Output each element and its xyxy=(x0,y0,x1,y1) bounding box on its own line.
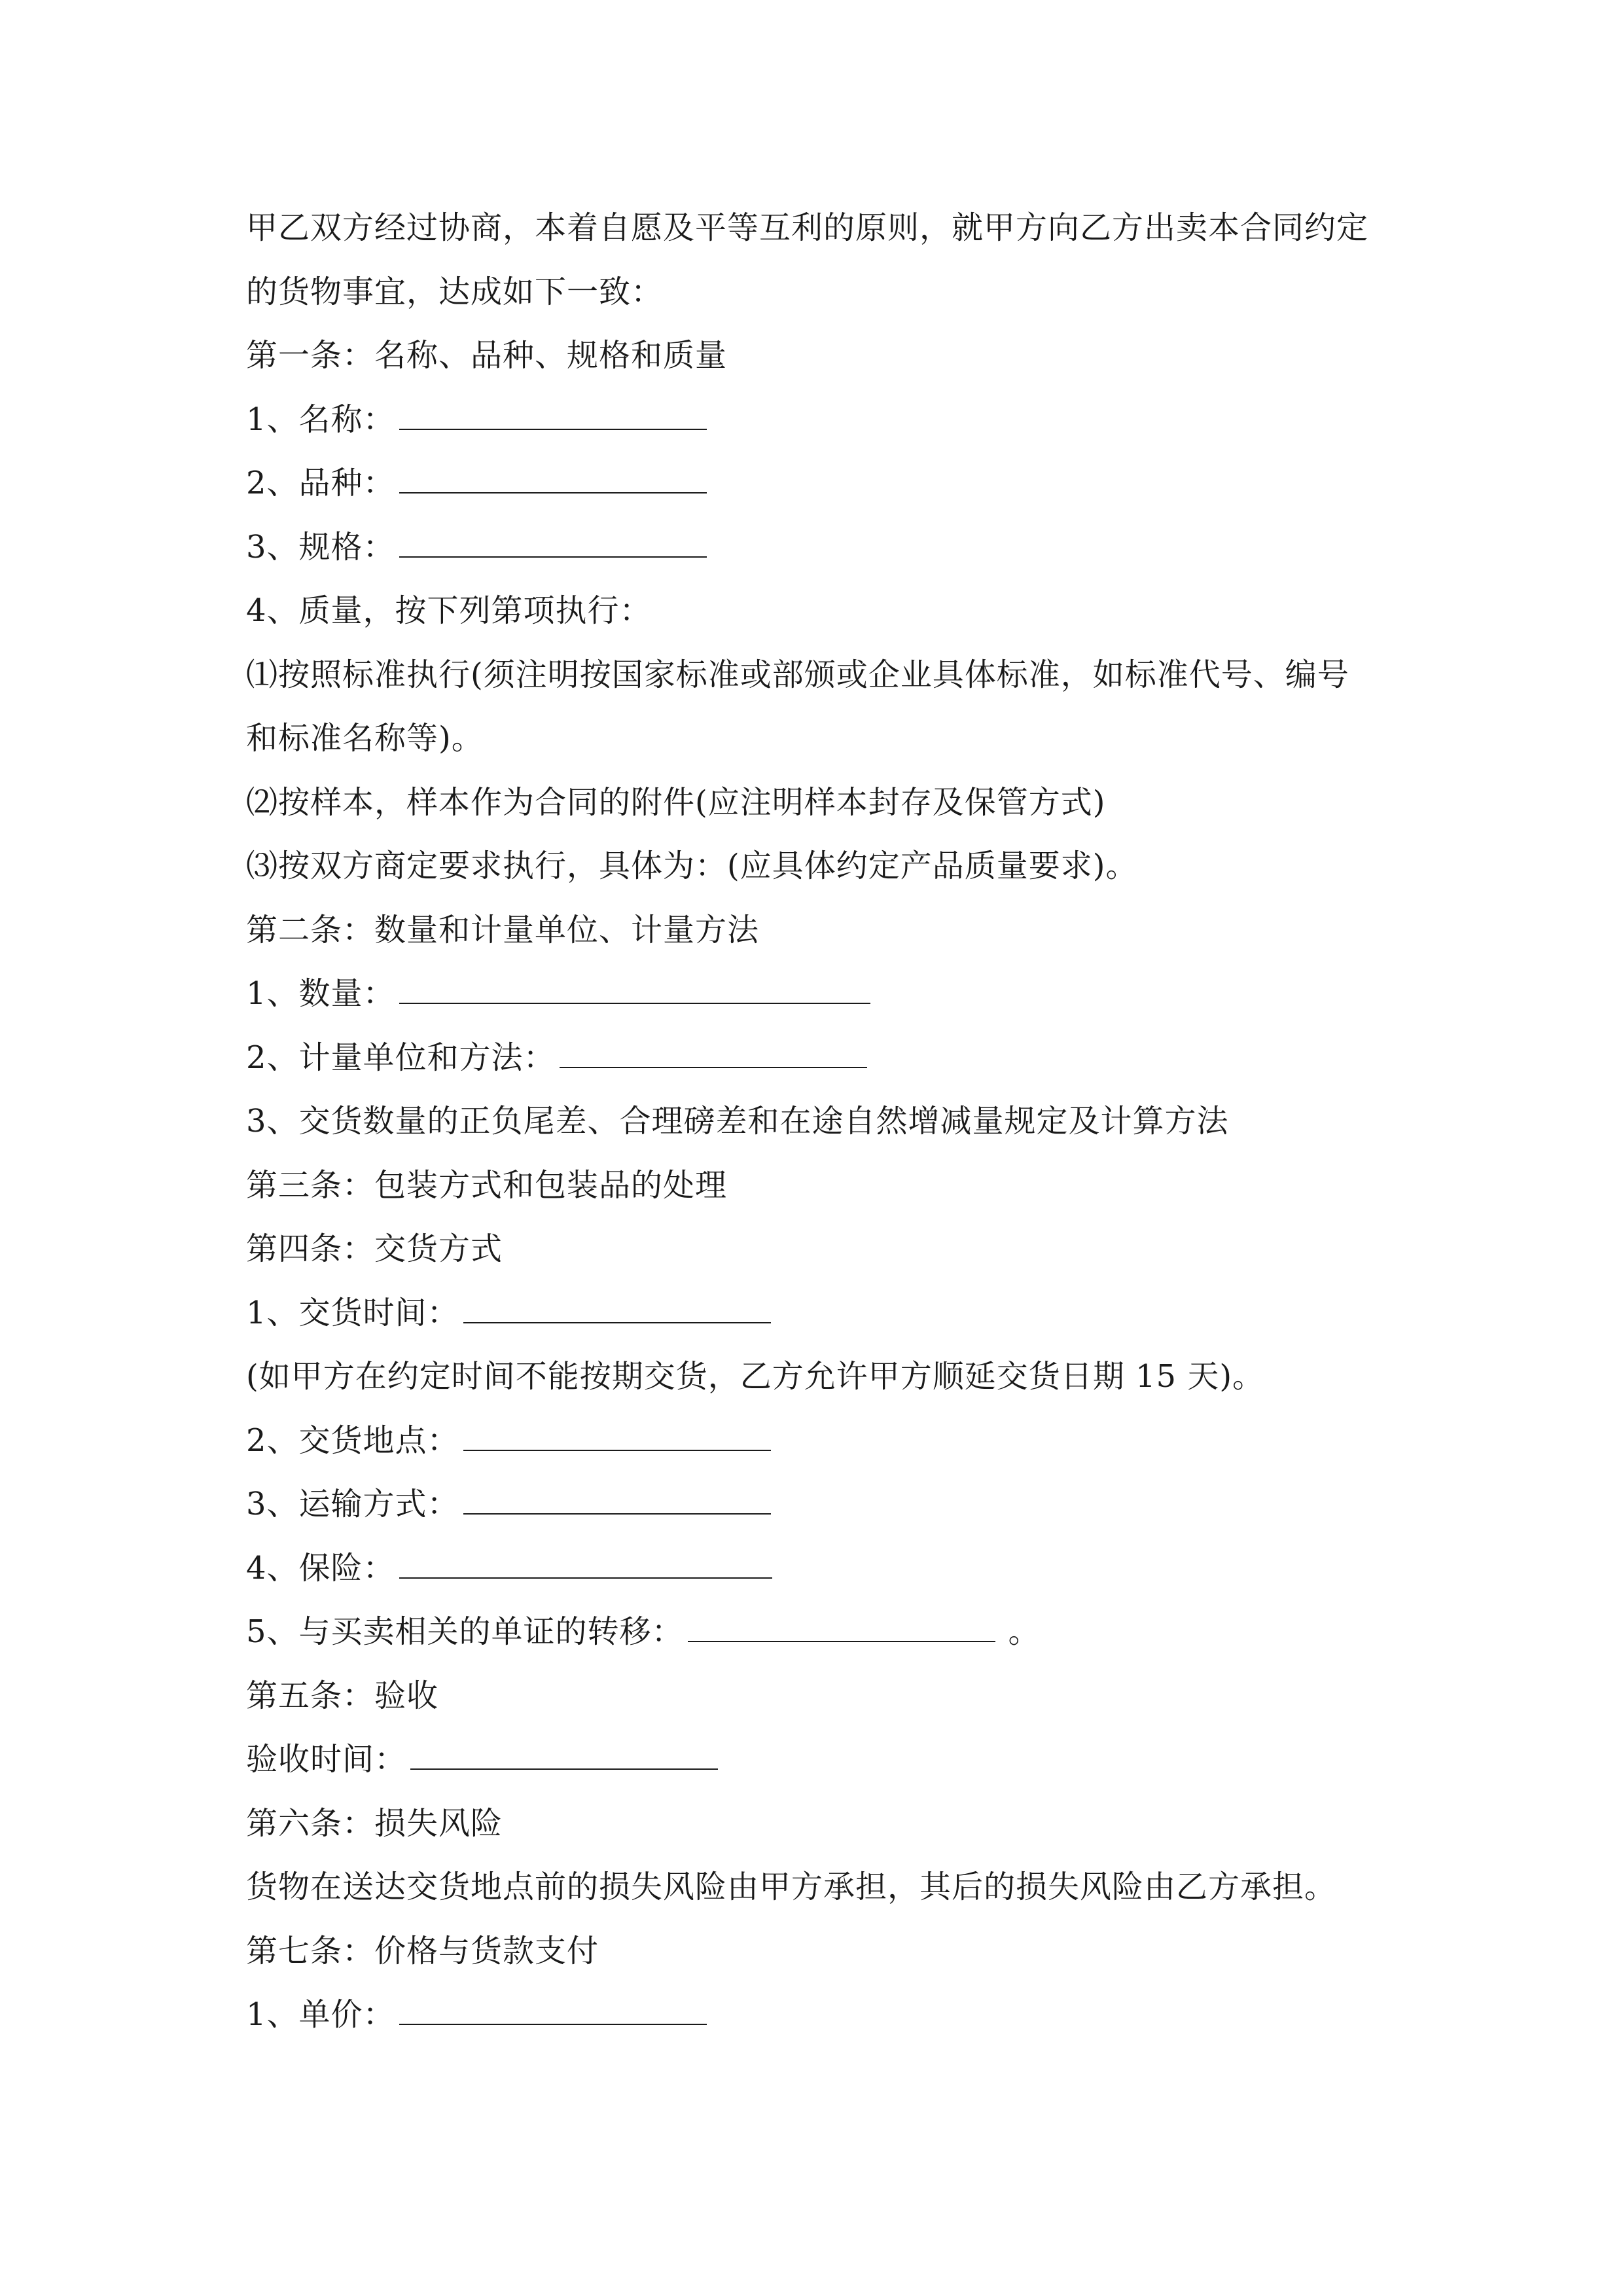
unit-price-row xyxy=(246,1983,1385,2047)
risk-text: 货物在送达交货地点前的损失风险由甲方承担，其后的损失风险由乙方承担。 xyxy=(246,1869,1337,1905)
quality-option-2: ⑵按样本，样本作为合同的附件(应注明样本封存及保管方式) xyxy=(246,783,1106,821)
article-1-heading: 第一条：名称、品种、规格和质量 xyxy=(246,337,728,374)
variety-row xyxy=(246,452,1385,516)
quality-option-1: ⑴按照标准执行(须注明按国家标准或部颁或企业具体标准，如标准代号、编号 xyxy=(246,656,1349,693)
unit-row xyxy=(246,1026,1385,1090)
transport-label: 3、运输方式： xyxy=(246,1486,459,1522)
delivery-note: (如甲方在约定时间不能按期交货，乙方允许甲方顺延交货日期 15 天)。 xyxy=(246,1358,1265,1395)
quality-option-3: ⑶按双方商定要求执行，具体为：(应具体约定产品质量要求)。 xyxy=(246,848,1138,884)
transport-row xyxy=(246,1473,1385,1537)
documents-label: 5、与买卖相关的单证的转移： xyxy=(246,1613,684,1650)
insurance-blank xyxy=(399,1542,772,1579)
article-5-heading: 第五条：验收 xyxy=(246,1677,439,1714)
delivery-time-blank xyxy=(463,1287,771,1323)
name-row xyxy=(246,388,1385,452)
quantity-row xyxy=(246,962,1385,1026)
tolerance-row: 3、交货数量的正负尾差、合理磅差和在途自然增减量规定及计算方法 xyxy=(246,1103,1229,1139)
spec-row xyxy=(246,516,1385,580)
quality-option-1-cont: 和标准名称等)。 xyxy=(246,720,484,757)
contract-page xyxy=(246,196,1385,2047)
spec-label: 3、规格： xyxy=(246,528,395,565)
documents-row xyxy=(246,1600,1385,1664)
variety-blank xyxy=(399,457,707,493)
inspection-time-row xyxy=(246,1728,1385,1792)
insurance-row xyxy=(246,1537,1385,1601)
article-2-heading: 第二条：数量和计量单位、计量方法 xyxy=(246,911,760,948)
unit-blank xyxy=(560,1031,867,1068)
variety-label: 2、品种： xyxy=(246,465,395,501)
article-4-heading: 第四条：交货方式 xyxy=(246,1230,503,1267)
delivery-place-row xyxy=(246,1409,1385,1473)
name-blank xyxy=(399,393,707,430)
article-3-heading: 第三条：包装方式和包装品的处理 xyxy=(246,1166,728,1204)
spec-blank xyxy=(399,521,707,558)
documents-end: 。 xyxy=(1008,1613,1041,1650)
delivery-time-label: 1、交货时间： xyxy=(246,1294,459,1331)
delivery-time-row xyxy=(246,1282,1385,1346)
intro-line-1: 甲乙双方经过协商，本着自愿及平等互利的原则，就甲方向乙方出卖本合同约定 xyxy=(246,209,1369,246)
quantity-label: 1、数量： xyxy=(246,975,395,1012)
quantity-blank xyxy=(399,967,870,1004)
unit-price-blank xyxy=(399,1988,707,2025)
name-label: 1、名称： xyxy=(246,401,395,438)
intro-line-2: 的货物事宜，达成如下一致： xyxy=(246,273,664,310)
inspection-time-blank xyxy=(410,1733,718,1770)
article-6-heading: 第六条：损失风险 xyxy=(246,1804,503,1842)
insurance-label: 4、保险： xyxy=(246,1549,395,1587)
inspection-time-label: 验收时间： xyxy=(246,1741,407,1778)
delivery-place-label: 2、交货地点： xyxy=(246,1422,459,1459)
unit-label: 2、计量单位和方法： xyxy=(246,1039,556,1076)
article-7-heading: 第七条：价格与货款支付 xyxy=(246,1932,599,1969)
documents-blank xyxy=(688,1605,995,1642)
quality-row: 4、质量，按下列第项执行： xyxy=(246,592,652,629)
delivery-place-blank xyxy=(463,1414,771,1451)
unit-price-label: 1、单价： xyxy=(246,1996,395,2033)
transport-blank xyxy=(463,1478,771,1515)
